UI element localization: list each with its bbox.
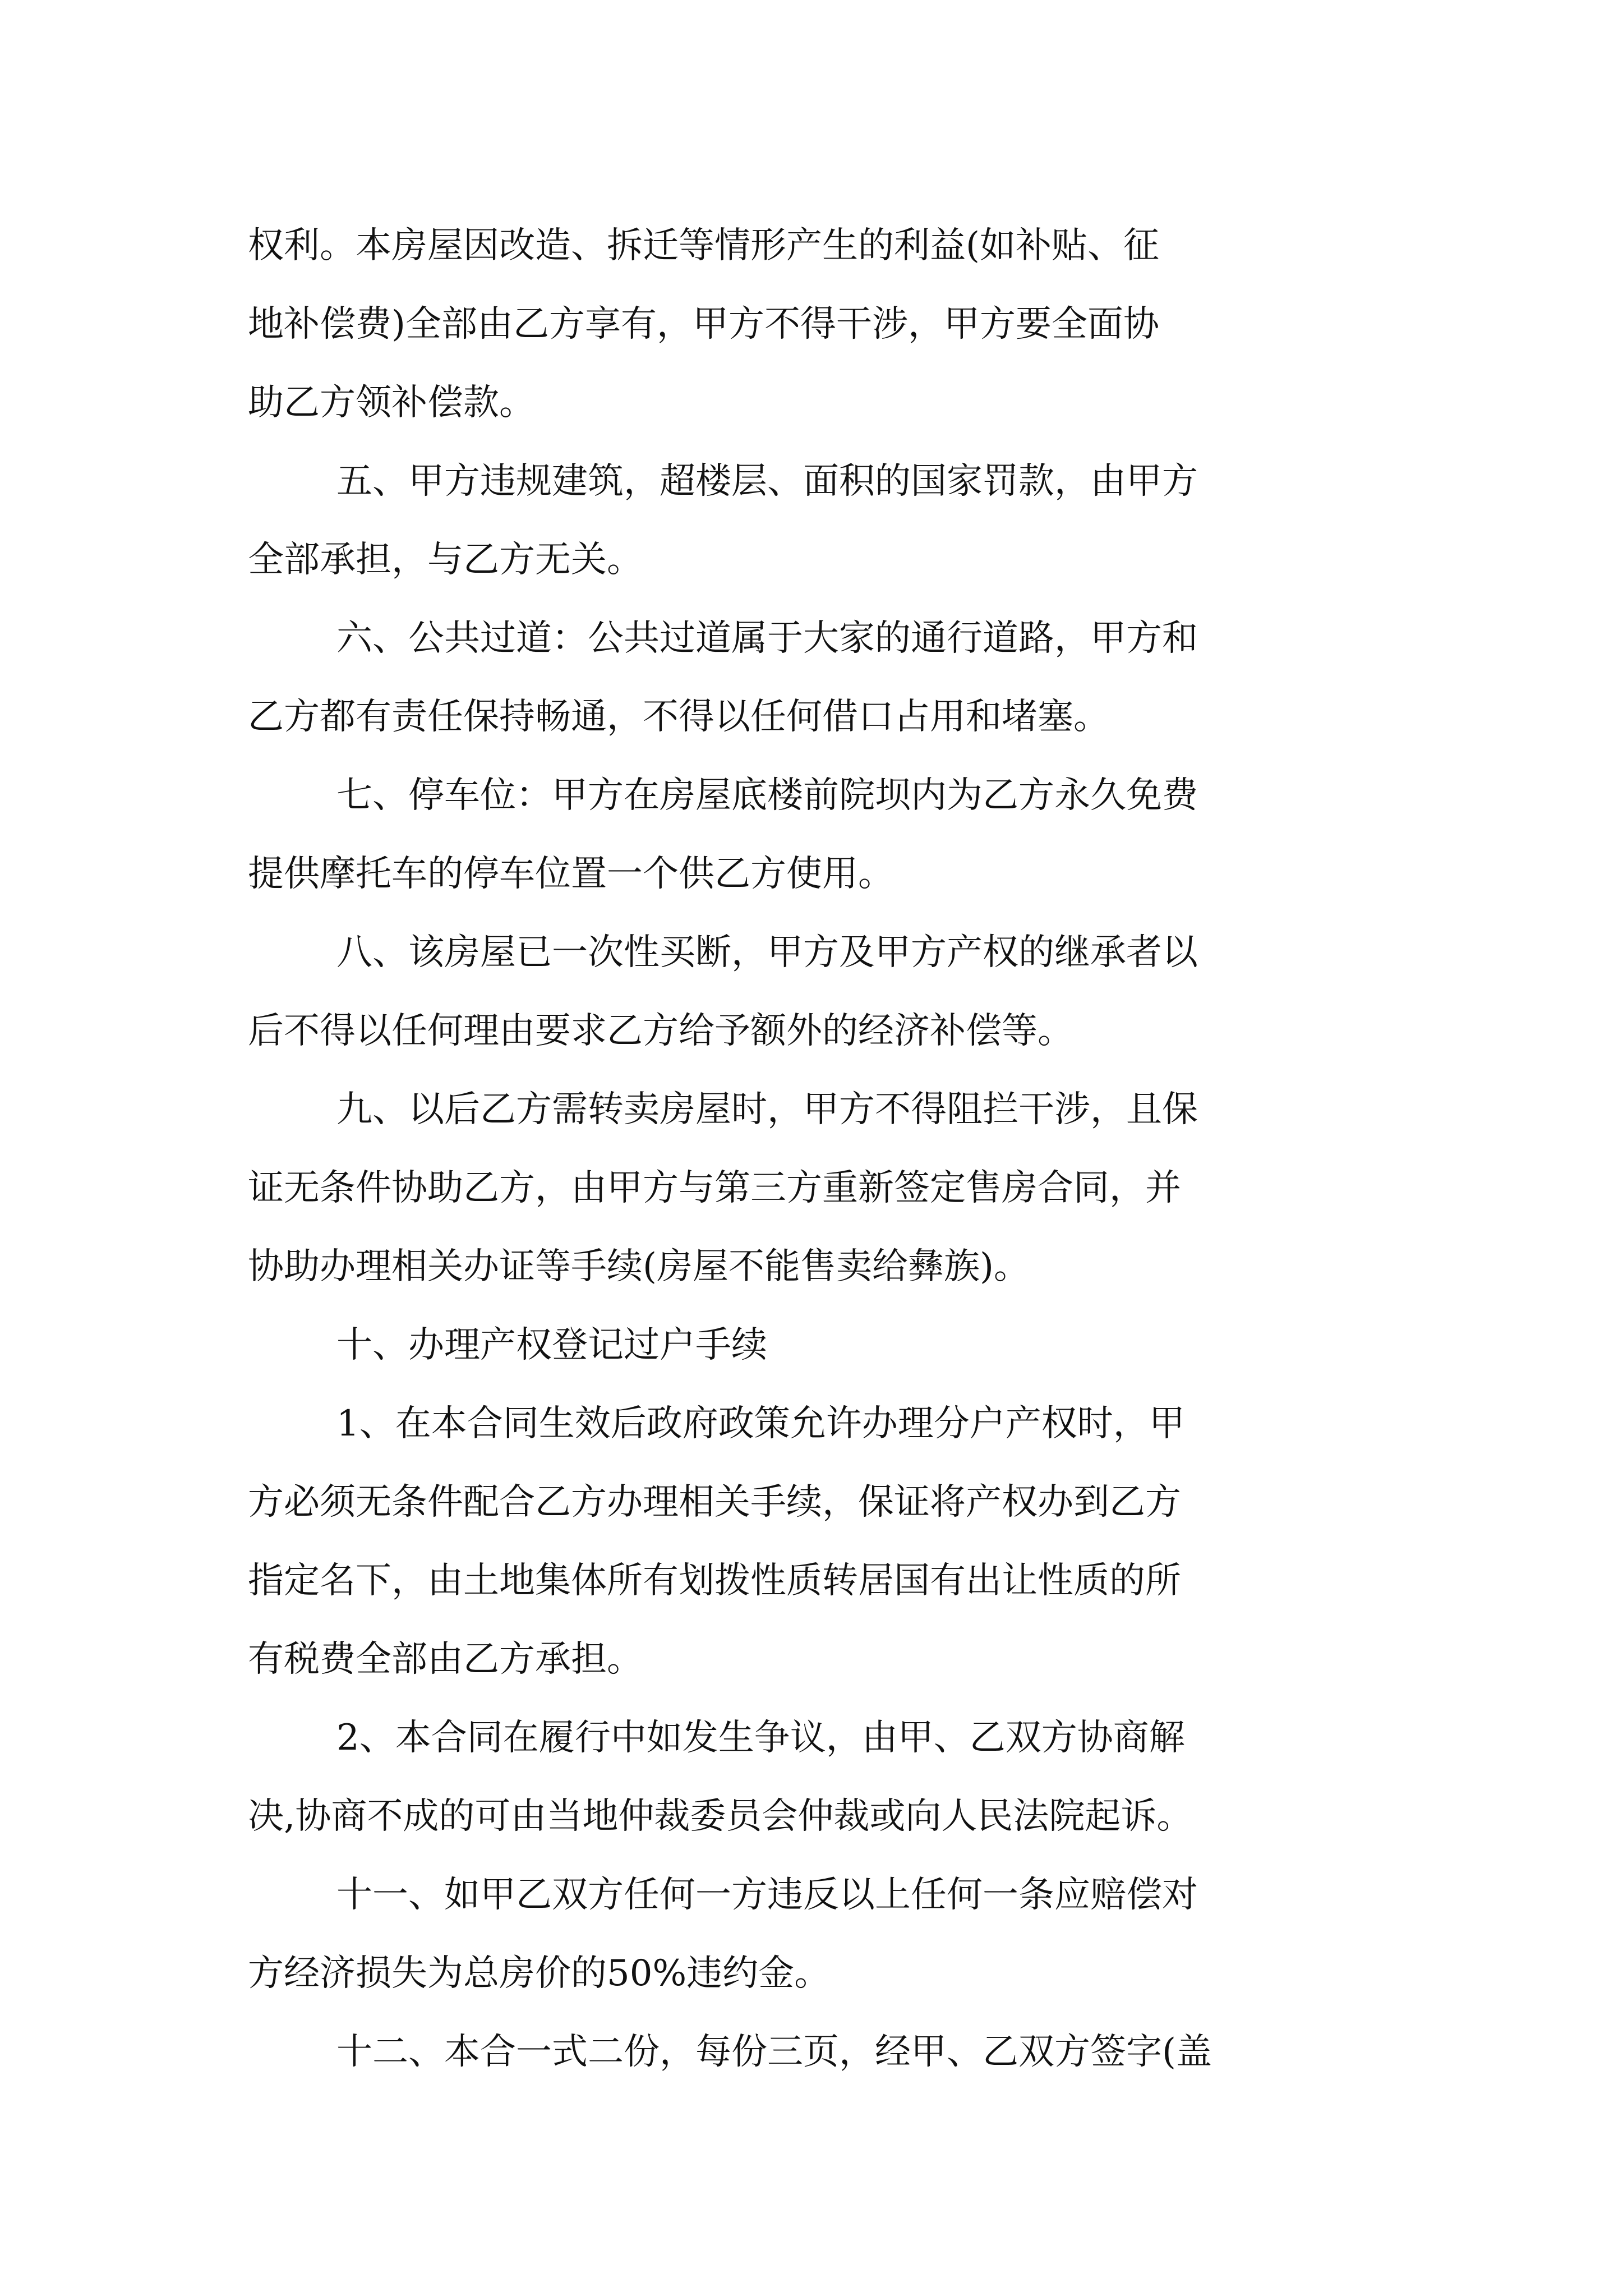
text-line: 全部承担，与乙方无关。: [248, 539, 643, 581]
text-line: 十一、如甲乙双方任何一方违反以上任何一条应赔偿对: [336, 1874, 1198, 1916]
text-line: 六、公共过道：公共过道属于大家的通行道路，甲方和: [336, 618, 1198, 659]
text-line: 提供摩托车的停车位置一个供乙方使用。: [248, 853, 894, 895]
text-line: 五、甲方违规建筑，超楼层、面积的国家罚款，由甲方: [336, 461, 1198, 502]
text-line: 2、本合同在履行中如发生争议，由甲、乙双方协商解: [336, 1717, 1185, 1759]
text-line: 方必须无条件配合乙方办理相关手续，保证将产权办到乙方: [248, 1481, 1181, 1523]
text-line: 指定名下，由土地集体所有划拨性质转居国有出让性质的所: [248, 1560, 1181, 1602]
text-line: 协助办理相关办证等手续(房屋不能售卖给彝族)。: [248, 1246, 1030, 1287]
text-line: 后不得以任何理由要求乙方给予额外的经济补偿等。: [248, 1010, 1073, 1052]
text-line: 权利。本房屋因改造、拆迁等情形产生的利益(如补贴、征: [248, 225, 1159, 266]
text-line: 九、以后乙方需转卖房屋时，甲方不得阻拦干涉，且保: [336, 1089, 1198, 1130]
text-line: 方经济损失为总房价的50%违约金。: [248, 1953, 831, 1994]
text-line: 地补偿费)全部由乙方享有，甲方不得干涉，甲方要全面协: [248, 303, 1159, 345]
text-line: 有税费全部由乙方承担。: [248, 1639, 643, 1680]
text-line: 十二、本合一式二份，每份三页，经甲、乙双方签字(盖: [336, 2031, 1212, 2073]
text-line: 乙方都有责任保持畅通，不得以任何借口占用和堵塞。: [248, 696, 1109, 738]
text-line: 1、在本合同生效后政府政策允许办理分户产权时，甲: [336, 1403, 1185, 1444]
text-line: 决,协商不成的可由当地仲裁委员会仲裁或向人民法院起诉。: [248, 1796, 1193, 1837]
text-line: 八、该房屋已一次性买断，甲方及甲方产权的继承者以: [336, 932, 1198, 973]
text-line: 十、办理产权登记过户手续: [336, 1324, 767, 1366]
text-line: 七、停车位：甲方在房屋底楼前院坝内为乙方永久免费: [336, 775, 1198, 816]
text-line: 助乙方领补偿款。: [248, 382, 535, 424]
text-line: 证无条件协助乙方，由甲方与第三方重新签定售房合同，并: [248, 1167, 1181, 1209]
